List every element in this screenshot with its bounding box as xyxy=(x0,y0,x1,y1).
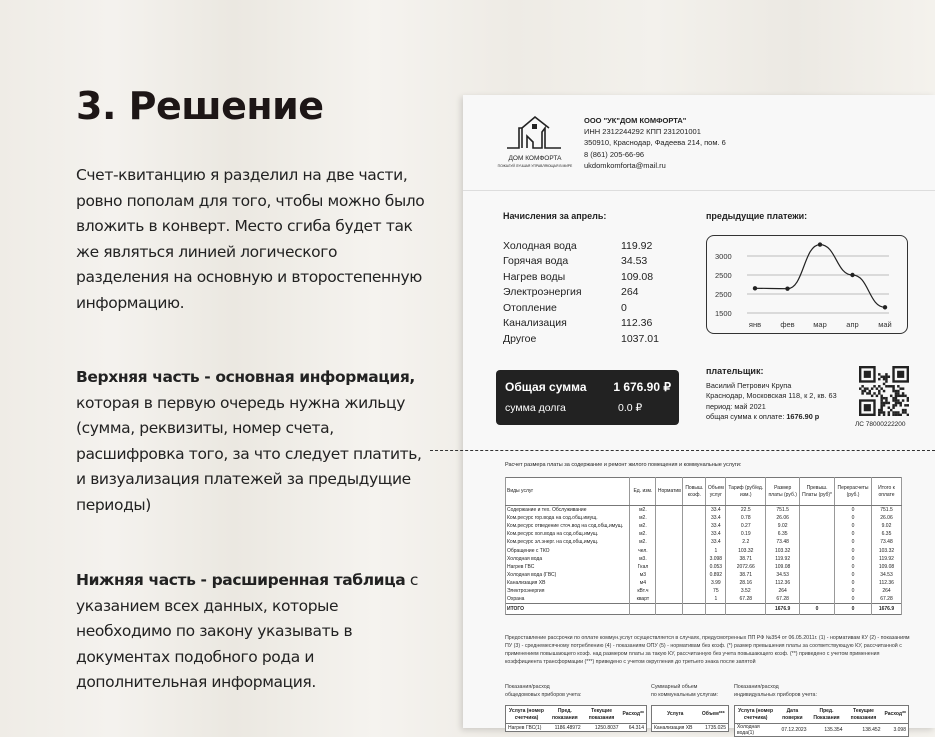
table-cell xyxy=(656,522,683,530)
column-header: Итого к оплате xyxy=(872,478,902,506)
table-cell: 0 xyxy=(835,571,872,579)
meter-column-header: Пред. Показания xyxy=(809,706,845,724)
legal-note: Предоставление рассрочки по оплате коммун.услуг осуществляется в случаях, предусмотренных ПП РФ №354 от 06.05.2011г. (1) - нормативам КУ (2) - показаниям ПУ (3) - среднемесячному потреблению (4) - показаниям ОПУ (5) - нормативам без коэф. (*) размер превышения платы за соответствующую КУ, рассчитанной с применением повышающего коэф. над размером платы за такую КУ, рассчитанную без учета повышающего коэф. (**) приведено с учетом применения коэффициента трансформации (***) приведено с учетом округления до третьего знака после запятой xyxy=(505,635,910,666)
table-row xyxy=(506,555,902,563)
charge-row xyxy=(503,269,659,285)
table-row xyxy=(506,530,902,538)
company-address: 350910, Краснодар, Фадеева 214, пом. 6 xyxy=(584,138,726,148)
meter-cell: 1250.8037 xyxy=(594,724,619,731)
y-tick-label: 1500 xyxy=(715,309,732,318)
table-cell: 73.48 xyxy=(872,538,902,546)
table-cell xyxy=(656,546,683,554)
table-cell: Холодная вода (ГВС) xyxy=(506,571,630,579)
table-cell: 33.4 xyxy=(706,522,726,530)
common-title-1: Показания/расход xyxy=(505,684,550,690)
data-point xyxy=(753,286,757,290)
y-tick-label: 3000 xyxy=(715,252,732,261)
meter-cell: 1186.48972 xyxy=(554,724,581,731)
table-cell xyxy=(683,587,706,595)
table-cell: 33.4 xyxy=(706,514,726,522)
table-cell xyxy=(800,546,835,554)
table-cell xyxy=(683,506,706,514)
table-cell xyxy=(656,530,683,538)
table-cell xyxy=(800,596,835,604)
charge-row xyxy=(503,285,659,301)
table-cell: Ком.ресурс эл.энерг. на сод.общ.имущ. xyxy=(506,538,630,546)
table-cell: 73.48 xyxy=(766,538,800,546)
debt-value: 0.0 ₽ xyxy=(618,402,643,414)
payer-title: плательщик: xyxy=(706,366,764,376)
meter-column-header: Услуга (номер счетчика) xyxy=(735,706,777,724)
total-cell xyxy=(726,604,766,615)
table-cell: 67.28 xyxy=(726,596,766,604)
table-cell: 119.92 xyxy=(872,555,902,563)
table-cell: 33.4 xyxy=(706,530,726,538)
table-cell xyxy=(656,555,683,563)
payer-period: период: май 2021 xyxy=(706,401,766,411)
table-cell: 751.5 xyxy=(766,506,800,514)
table-cell: 0.19 xyxy=(726,530,766,538)
table-cell xyxy=(800,506,835,514)
table-cell: Охрана xyxy=(506,596,630,604)
table-row xyxy=(506,563,902,571)
table-cell xyxy=(800,587,835,595)
table-cell: м2. xyxy=(630,522,656,530)
x-tick-label: фев xyxy=(780,320,795,329)
table-cell: 33.4 xyxy=(706,538,726,546)
charge-row xyxy=(503,300,659,316)
table-cell: 75 xyxy=(706,587,726,595)
table-cell: 112.36 xyxy=(872,579,902,587)
table-cell: м3. xyxy=(630,555,656,563)
table-cell xyxy=(683,530,706,538)
total-cell xyxy=(706,604,726,615)
table-cell: Электроэнергия xyxy=(506,587,630,595)
fold-line xyxy=(430,450,935,451)
table-cell xyxy=(656,506,683,514)
column-header: Повыш. коэф. xyxy=(683,478,706,506)
charge-label: Холодная вода xyxy=(503,239,577,252)
chart-title: предыдущие платежи: xyxy=(706,211,808,221)
x-tick-label: мар xyxy=(813,320,827,329)
table-cell: 1 xyxy=(706,546,726,554)
table-row xyxy=(506,596,902,604)
table-cell: 38.71 xyxy=(726,555,766,563)
table-cell: 9.02 xyxy=(872,522,902,530)
table-row xyxy=(506,514,902,522)
charge-label: Электроэнергия xyxy=(503,286,582,299)
column-header: Перерасчеты (руб.) xyxy=(835,478,872,506)
table-row xyxy=(506,571,902,579)
table-cell: м3 xyxy=(630,571,656,579)
table-cell xyxy=(800,555,835,563)
total-box xyxy=(496,370,679,425)
data-point xyxy=(883,305,887,309)
column-header: Размер платы (руб.) xyxy=(766,478,800,506)
total-value: 1 676.90 ₽ xyxy=(613,380,671,394)
charge-row xyxy=(503,331,659,347)
charge-value: 0 xyxy=(621,301,627,314)
table-cell: 264 xyxy=(872,587,902,595)
x-tick-label: янв xyxy=(748,320,762,329)
meter-cell: Нагрев ГВС(1) xyxy=(508,724,542,731)
table-cell: м4 xyxy=(630,579,656,587)
table-cell: 264 xyxy=(766,587,800,595)
table-cell: 0 xyxy=(835,538,872,546)
table-cell xyxy=(656,571,683,579)
table-cell: м2. xyxy=(630,514,656,522)
meter-column-header: Текущие показания xyxy=(844,706,882,724)
company-inn: ИНН 2312244292 КПП 231201001 xyxy=(584,127,701,137)
table-cell xyxy=(656,514,683,522)
charge-value: 34.53 xyxy=(621,255,648,268)
charges-title: Начисления за апрель: xyxy=(503,211,607,221)
table-cell xyxy=(683,546,706,554)
slide-title: 3. Решение xyxy=(76,84,324,128)
meter-cell: 135.354 xyxy=(824,727,843,733)
table-cell: 33.4 xyxy=(706,506,726,514)
column-header: Превыш. Платы (руб)* xyxy=(800,478,835,506)
charge-row xyxy=(503,254,659,270)
total-cell xyxy=(656,604,683,615)
table-cell: 26.06 xyxy=(872,514,902,522)
total-cell: 0 xyxy=(800,604,835,615)
table-cell: 103.32 xyxy=(726,546,766,554)
qr-code-icon[interactable] xyxy=(859,366,909,416)
table-cell: Нагрев ГВС xyxy=(506,563,630,571)
table-cell: Холодная вода xyxy=(506,555,630,563)
table-cell: 0 xyxy=(835,514,872,522)
total-cell xyxy=(683,604,706,615)
table-cell: 0 xyxy=(835,596,872,604)
table-cell: 9.02 xyxy=(766,522,800,530)
services-table xyxy=(505,477,902,615)
table-cell: 0 xyxy=(835,555,872,563)
table-cell: 103.32 xyxy=(872,546,902,554)
table-cell: 2.2 xyxy=(726,538,766,546)
column-header: Ед. изм. xyxy=(630,478,656,506)
individual-meters-title xyxy=(734,684,817,699)
table-cell: 0 xyxy=(835,563,872,571)
meter-header-row xyxy=(652,706,729,724)
individual-meters-table xyxy=(734,705,909,737)
charges-list xyxy=(503,238,659,347)
payments-chart-svg xyxy=(707,236,909,335)
table-cell: 0 xyxy=(835,506,872,514)
table-row xyxy=(506,506,902,514)
company-email: ukdomkomforta@mail.ru xyxy=(584,160,666,170)
due-label: общая сумма к оплате: xyxy=(706,411,787,421)
meter-column-header: Дата поверки xyxy=(776,706,808,724)
meter-column-header: Текущие показания xyxy=(583,706,621,724)
total-cell xyxy=(630,604,656,615)
summary-title-2: по коммунальным услугам: xyxy=(651,691,719,698)
table-cell: 1 xyxy=(706,596,726,604)
table-cell xyxy=(683,579,706,587)
meter-column-header: Услуга (номер счетчика) xyxy=(506,706,548,724)
company-name: ООО "УК"ДОМ КОМФОРТА" xyxy=(584,116,687,125)
payer-name: Василий Петрович Крупа xyxy=(706,381,792,390)
table-cell xyxy=(800,514,835,522)
table-cell: Канализация ХВ xyxy=(506,579,630,587)
meter-column-header: Расход** xyxy=(883,706,909,724)
table-cell xyxy=(656,563,683,571)
table-cell: 34.53 xyxy=(872,571,902,579)
charge-label: Канализация xyxy=(503,317,567,330)
table-cell: 26.06 xyxy=(766,514,800,522)
data-point xyxy=(785,286,789,290)
table-cell: 67.28 xyxy=(766,596,800,604)
bottom-part-desc: с указанием всех данных, которые необходимо по закону указывать в документах подобного рода и дополнительная информация. xyxy=(76,571,418,691)
table-cell: 0 xyxy=(835,530,872,538)
table-cell: 6.35 xyxy=(766,530,800,538)
table-cell: 109.08 xyxy=(766,563,800,571)
payer-info xyxy=(706,381,837,422)
table-cell: Ком.ресурс отведение сточ.вод на сод.общ.имущ. xyxy=(506,522,630,530)
table-cell: 2072.66 xyxy=(726,563,766,571)
table-cell xyxy=(683,514,706,522)
table-cell: Гкал xyxy=(630,563,656,571)
table-cell xyxy=(683,571,706,579)
meter-cell: 1735.025 xyxy=(705,724,726,731)
common-meters-title xyxy=(505,684,581,699)
column-header: Объем услуг xyxy=(706,478,726,506)
table-cell xyxy=(683,522,706,530)
table-cell: 0 xyxy=(835,522,872,530)
table-row xyxy=(506,587,902,595)
table-cell xyxy=(800,571,835,579)
table-cell: 0 xyxy=(835,579,872,587)
table-cell: 0.053 xyxy=(706,563,726,571)
table-cell xyxy=(683,563,706,571)
house-logo-icon xyxy=(505,114,565,154)
meter-header-row xyxy=(506,706,647,724)
meter-cell: 3.098 xyxy=(893,727,906,733)
table-cell: 103.32 xyxy=(766,546,800,554)
table-cell xyxy=(656,538,683,546)
column-header: Виды услуг xyxy=(506,478,630,506)
table-row xyxy=(506,546,902,554)
table-cell xyxy=(656,587,683,595)
charge-row xyxy=(503,316,659,332)
table-cell xyxy=(800,563,835,571)
table-cell: 22.5 xyxy=(726,506,766,514)
intro-text: Счет-квитанцию я разделил на две части, ровно пополам для того, чтобы можно было вложить в конверт. Место сгиба будет так же являться линией логического разделения на основную и второстепенную информацию. xyxy=(76,166,425,312)
company-info xyxy=(584,115,726,171)
meter-cell: 64.314 xyxy=(628,724,644,731)
table-cell: 3.52 xyxy=(726,587,766,595)
table-row xyxy=(506,579,902,587)
data-point xyxy=(818,242,822,246)
table-cell xyxy=(656,579,683,587)
charge-value: 1037.01 xyxy=(621,332,659,345)
table-title: Расчет размера платы за содержание и ремонт жилого помещения и коммунальные услуги: xyxy=(505,462,742,468)
header-divider xyxy=(463,190,935,191)
charge-label: Другое xyxy=(503,332,537,345)
meter-column-header: Пред. показания xyxy=(547,706,583,724)
account-number: ЛС 78000222200 xyxy=(855,421,906,428)
meter-column-header: Услуга xyxy=(652,706,699,724)
table-cell: кВт.ч xyxy=(630,587,656,595)
bottom-part-text xyxy=(76,568,426,696)
company-phone: 8 (861) 205-66-96 xyxy=(584,149,645,159)
logo-tagline: ПОЖАЛУЙ ЛУЧШАЯ УПРАВЛЯЮЩАЯ В МИРЕ xyxy=(497,164,573,168)
table-cell: 38.71 xyxy=(726,571,766,579)
table-cell xyxy=(683,555,706,563)
charge-value: 119.92 xyxy=(621,239,653,252)
payer-address: Краснодар, Московская 118, к 2, кв. 63 xyxy=(706,391,837,401)
top-part-text xyxy=(76,365,426,518)
table-cell: Обращение с ТКО xyxy=(506,546,630,554)
due-value: 1676.90 р xyxy=(786,411,820,421)
individual-title-2: индивидуальных приборов учета: xyxy=(734,691,817,698)
table-cell xyxy=(800,538,835,546)
top-part-desc: которая в первую очередь нужна жильцу (сумма, реквизиты, номер счета, расшифровка того, за что следует платить, и визуализация платежей за предыдущие периоды) xyxy=(76,393,422,514)
individual-title-1: Показания/расход xyxy=(734,684,779,690)
payments-chart xyxy=(706,235,908,334)
logo-name: ДОМ КОМФОРТА xyxy=(508,155,562,162)
charge-value: 109.08 xyxy=(621,270,654,283)
table-row xyxy=(506,522,902,530)
column-header: Тариф (руб/ед. изм.) xyxy=(726,478,766,506)
table-cell: 0.27 xyxy=(726,522,766,530)
charge-value: 112.36 xyxy=(621,317,653,330)
table-cell: 3.098 xyxy=(706,555,726,563)
table-cell: чел. xyxy=(630,546,656,554)
table-cell xyxy=(683,596,706,604)
meter-header-row xyxy=(735,706,909,724)
total-cell: 1676.9 xyxy=(766,604,800,615)
column-header: Норматив xyxy=(656,478,683,506)
meter-cell: 138.452 xyxy=(862,727,881,733)
bottom-part-bold: Нижняя часть - расширенная таблица xyxy=(76,571,406,589)
table-cell: 3.99 xyxy=(706,579,726,587)
table-cell: 109.08 xyxy=(872,563,902,571)
charge-label: Отопление xyxy=(503,301,557,314)
total-label: Общая сумма xyxy=(505,380,587,394)
total-cell: 1676.9 xyxy=(872,604,902,615)
table-cell: м2. xyxy=(630,506,656,514)
table-cell xyxy=(800,579,835,587)
table-cell: 751.5 xyxy=(872,506,902,514)
table-cell: 0.892 xyxy=(706,571,726,579)
table-cell: 0.78 xyxy=(726,514,766,522)
top-part-bold: Верхняя часть - основная информация, xyxy=(76,368,415,386)
table-cell xyxy=(800,530,835,538)
series-line xyxy=(755,245,885,308)
y-tick-label: 2500 xyxy=(715,271,732,280)
table-row xyxy=(506,538,902,546)
table-cell: 0 xyxy=(835,546,872,554)
table-cell: 112.36 xyxy=(766,579,800,587)
meter-row xyxy=(735,724,909,737)
charge-value: 264 xyxy=(621,286,639,299)
table-cell: 34.53 xyxy=(766,571,800,579)
meter-column-header: Объем*** xyxy=(699,706,729,724)
summary-title-1: Суммарный объем xyxy=(651,684,698,690)
table-cell: 28.16 xyxy=(726,579,766,587)
x-tick-label: май xyxy=(878,320,892,329)
meter-column-header: Расход** xyxy=(620,706,646,724)
table-cell: м2. xyxy=(630,530,656,538)
charge-label: Нагрев воды xyxy=(503,270,566,283)
table-cell: кварт xyxy=(630,596,656,604)
common-title-2: общедомовых приборов учета: xyxy=(505,691,582,698)
debt-label: сумма долга xyxy=(505,402,566,414)
table-cell xyxy=(656,596,683,604)
table-cell: Ком.ресурс хол.вода на сод.общ.имущ. xyxy=(506,530,630,538)
charge-label: Горячая вода xyxy=(503,255,569,268)
table-cell: м2. xyxy=(630,538,656,546)
table-total-row xyxy=(506,604,902,615)
meter-cell: 07.12.2023 xyxy=(781,727,807,733)
table-cell xyxy=(683,538,706,546)
data-point xyxy=(850,273,854,277)
total-cell: ИТОГО xyxy=(506,604,630,615)
summary-title xyxy=(651,684,718,699)
table-cell: Ком.ресурс гор.вода на сод.общ.имущ. xyxy=(506,514,630,522)
y-tick-label: 2500 xyxy=(715,290,732,299)
meter-cell: Холодная вода(1) xyxy=(737,724,760,736)
table-cell: Содержание и тех. Обслуживание xyxy=(506,506,630,514)
total-cell: 0 xyxy=(835,604,872,615)
x-tick-label: апр xyxy=(846,320,859,329)
meter-cell: Канализация ХВ xyxy=(654,724,693,731)
table-cell xyxy=(800,522,835,530)
payer-due xyxy=(706,412,837,422)
table-cell: 0 xyxy=(835,587,872,595)
table-cell: 119.92 xyxy=(766,555,800,563)
table-cell: 67.28 xyxy=(872,596,902,604)
table-cell: 6.35 xyxy=(872,530,902,538)
charge-row xyxy=(503,238,659,254)
